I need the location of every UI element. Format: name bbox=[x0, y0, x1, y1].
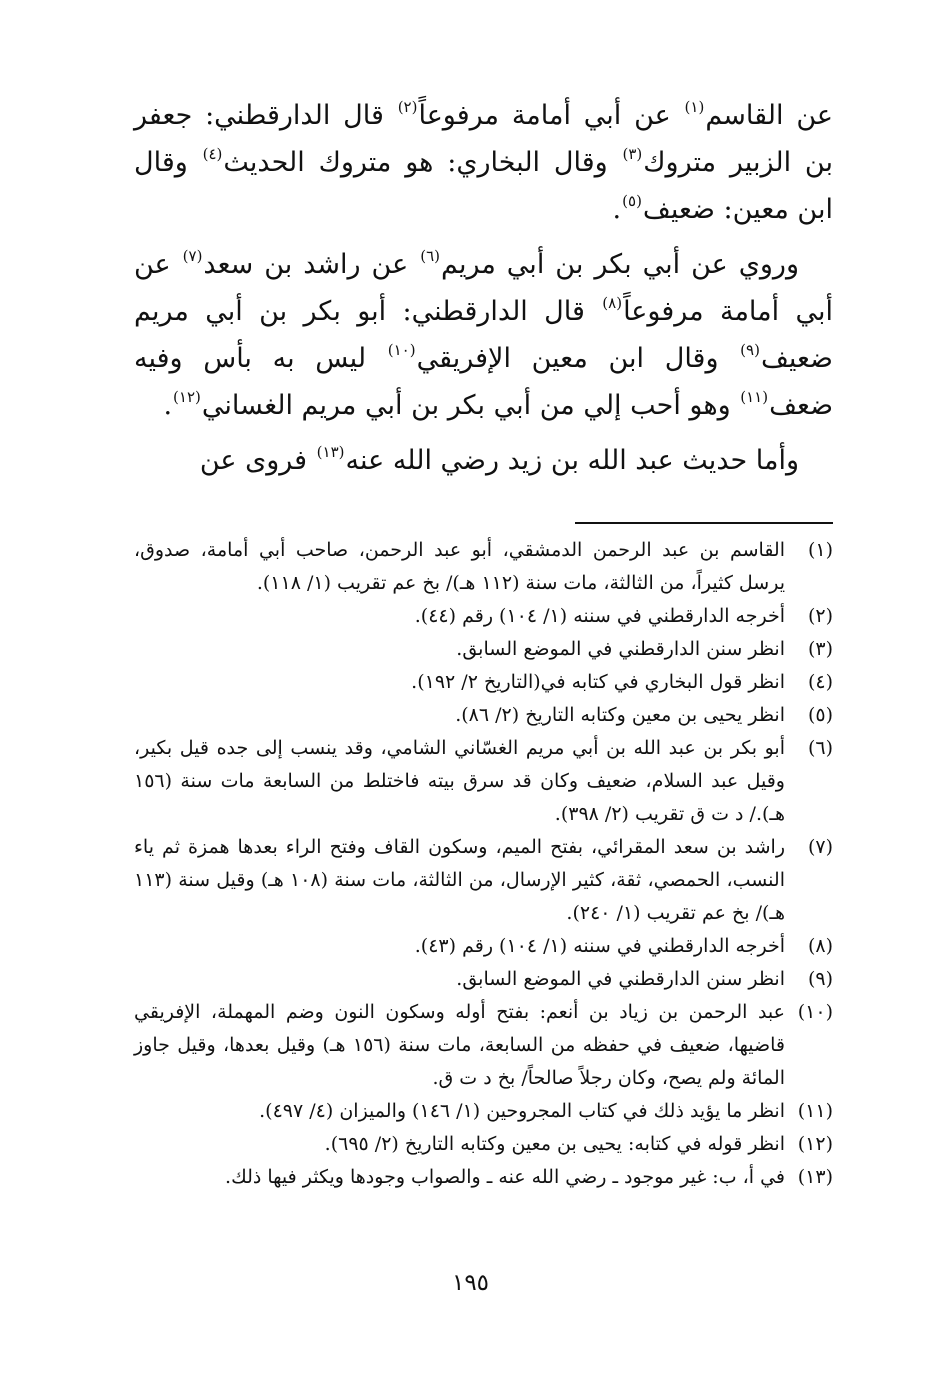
footnotes bbox=[134, 534, 833, 1194]
footnote-number: (٨) bbox=[807, 935, 833, 957]
footnote-number: (١١) bbox=[797, 1100, 833, 1122]
footnote-11 bbox=[134, 1095, 833, 1128]
text-run: وروي عن أبي بكر بن أبي مريم bbox=[440, 249, 800, 280]
footnote-2 bbox=[134, 600, 833, 633]
footnote-number: (٢) bbox=[807, 605, 833, 627]
paragraph-2 bbox=[134, 241, 833, 429]
paragraph-3 bbox=[134, 437, 833, 484]
footnote-12 bbox=[134, 1128, 833, 1161]
footnote-ref: (١١) bbox=[740, 388, 769, 406]
footnote-13 bbox=[134, 1161, 833, 1194]
footnote-text: عبد الرحمن بن زياد بن أنعم: بفتح أوله وسكون النون وضم المهملة، الإفريقي قاضيها، ضعيف في حفظه من السابعة، مات سنة (١٥٦ هـ) وقيل بعدها، وقيل جاوز المائة ولم يصح، وكان رجلاً صالحاً/ بخ د ت ق. bbox=[134, 1001, 785, 1089]
footnote-number: (٤) bbox=[807, 671, 833, 693]
text-run: وهو أحب إلي من أبي بكر بن أبي مريم الغساني bbox=[201, 390, 740, 421]
footnote-number: (١٠) bbox=[797, 1001, 833, 1023]
footnote-text: راشد بن سعد المقرائي، بفتح الميم، وسكون القاف وفتح الراء بعدها همزة ثم ياء النسب، الحمصي، ثقة، كثير الإرسال، من الثالثة، مات سنة (١٠٨ هـ) وقيل سنة (١١٣ هـ)/ بخ عم تقريب (١/ ٢٤٠). bbox=[134, 836, 785, 924]
footnote-10 bbox=[134, 996, 833, 1095]
text-run: ليس به بأس وفيه ضعف bbox=[134, 343, 833, 421]
footnote-ref: (٩) bbox=[740, 341, 760, 359]
footnote-text: أخرجه الدارقطني في سننه (١/ ١٠٤) رقم (٤٤). bbox=[414, 605, 785, 627]
footnote-number: (٣) bbox=[807, 638, 833, 660]
text-run: وأما حديث عبد الله بن زيد رضي الله عنه bbox=[345, 445, 799, 476]
footnote-ref: (١٣) bbox=[316, 443, 345, 461]
footnote-ref: (٤) bbox=[202, 145, 223, 163]
footnote-text: انظر يحيى بن معين وكتابه التاريخ (٢/ ٨٦). bbox=[455, 704, 785, 726]
footnote-1 bbox=[134, 534, 833, 600]
footnote-ref: (٨) bbox=[602, 294, 623, 312]
text-run: وقال البخاري: هو متروك الحديث bbox=[223, 147, 622, 178]
footnote-number: (٧) bbox=[807, 836, 833, 858]
footnote-5 bbox=[134, 699, 833, 732]
text-run: . bbox=[612, 194, 622, 225]
text-run: عن القاسم bbox=[705, 100, 833, 131]
footnote-9 bbox=[134, 963, 833, 996]
text-run: وقال ابن معين الإفريقي bbox=[416, 343, 740, 374]
footnote-3 bbox=[134, 633, 833, 666]
text-run: قال الدارقطني: جعفر بن الزبير متروك bbox=[134, 100, 833, 178]
footnote-number: (٩) bbox=[807, 968, 833, 990]
footnote-ref: (٦) bbox=[420, 247, 440, 265]
footnote-text: القاسم بن عبد الرحمن الدمشقي، أبو عبد الرحمن، صاحب أبي أمامة، صدوق، يرسل كثيراً، من الثالثة، مات سنة (١١٢ هـ)/ بخ عم تقريب (١/ ١١٨). bbox=[134, 539, 785, 594]
footnote-ref: (١) bbox=[684, 98, 705, 116]
footnote-text: أخرجه الدارقطني في سننه (١/ ١٠٤) رقم (٤٣). bbox=[414, 935, 785, 957]
main-text bbox=[134, 92, 833, 484]
text-run: فروى عن bbox=[199, 445, 316, 476]
footnote-text: في أ، ب: غير موجود ـ رضي الله عنه ـ والصواب وجودها ويكثر فيها ذلك. bbox=[225, 1166, 785, 1188]
text-run: عن أبي أمامة مرفوعاً bbox=[134, 249, 833, 327]
footnote-number: (٥) bbox=[807, 704, 833, 726]
footnote-text: انظر سنن الدارقطني في الموضع السابق. bbox=[456, 968, 785, 990]
footnote-ref: (١٠) bbox=[387, 341, 416, 359]
footnote-number: (١) bbox=[807, 539, 833, 561]
text-run: عن أبي أمامة مرفوعاً bbox=[418, 100, 684, 131]
footnote-text: انظر ما يؤيد ذلك في كتاب المجروحين (١/ ١٤٦) والميزان (٤/ ٤٩٧). bbox=[259, 1100, 785, 1122]
footnote-number: (٦) bbox=[807, 737, 833, 759]
footnote-text: انظر سنن الدارقطني في الموضع السابق. bbox=[456, 638, 785, 660]
footnote-ref: (٧) bbox=[182, 247, 203, 265]
footnote-8 bbox=[134, 930, 833, 963]
footnote-4 bbox=[134, 666, 833, 699]
text-run: . bbox=[163, 390, 173, 421]
paragraph-1 bbox=[134, 92, 833, 233]
text-run: وقال ابن معين: ضعيف bbox=[134, 147, 833, 225]
page-number: ١٩٥ bbox=[451, 1270, 490, 1296]
footnote-6 bbox=[134, 732, 833, 831]
footnote-text: انظر قوله في كتابه: يحيى بن معين وكتابه التاريخ (٢/ ٦٩٥). bbox=[324, 1133, 785, 1155]
text-run: عن راشد بن سعد bbox=[203, 249, 420, 280]
footnote-text: انظر قول البخاري في كتابه في(التاريخ ٢/ ١٩٢). bbox=[411, 671, 785, 693]
footnote-number: (١٢) bbox=[797, 1133, 833, 1155]
footnote-ref: (٣) bbox=[622, 145, 643, 163]
footnote-ref: (٥) bbox=[622, 192, 642, 210]
footnote-ref: (٢) bbox=[397, 98, 418, 116]
footnote-text: أبو بكر بن عبد الله بن أبي مريم الغسّاني الشامي، وقد ينسب إلى جده قيل بكير، وقيل عبد السلام، ضعيف وكان قد سرق بيته فاختلط من السابعة مات سنة (١٥٦ هـ)./ د ت ق تقريب (٢/ ٣٩٨). bbox=[134, 737, 785, 825]
footnote-7 bbox=[134, 831, 833, 930]
footnote-number: (١٣) bbox=[797, 1166, 833, 1188]
footnote-separator bbox=[575, 522, 833, 524]
footnote-ref: (١٢) bbox=[173, 388, 201, 406]
text-run: قال الدارقطني: أبو بكر بن أبي مريم ضعيف bbox=[134, 296, 833, 374]
